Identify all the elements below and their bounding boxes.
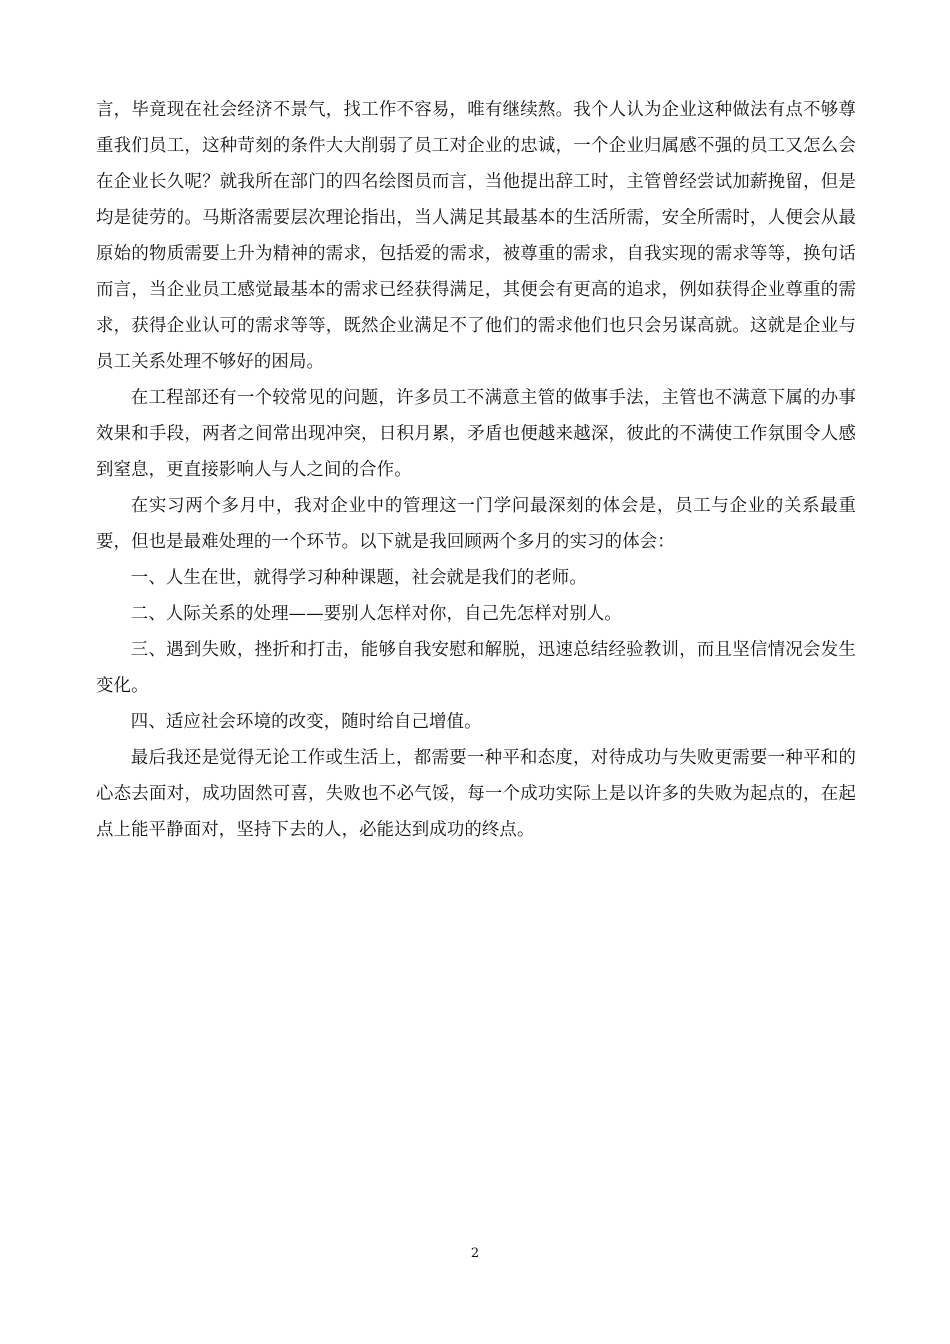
document-body (96, 92, 856, 848)
list-item-four: 四、适应社会环境的改变，随时给自己增值。 (130, 712, 482, 732)
list-item-two: 二、人际关系的处理——要别人怎样对你，自己先怎样对别人。 (130, 604, 622, 624)
paragraph-conclusion: 最后我还是觉得无论工作或生活上，都需要一种平和态度，对待成功与失败更需要一种平和的心态去面对，成功固然可喜，失败也不必气馁，每一个成功实际上是以许多的失败为起点的，在起点上能平静面对，坚持下去的人，必能达到成功的终点。 (96, 748, 856, 840)
list-item-one: 一、人生在世，就得学习种种课题，社会就是我们的老师。 (130, 568, 587, 588)
page-number: 2 (470, 1246, 480, 1261)
list-item-three: 三、遇到失败，挫折和打击，能够自我安慰和解脱，迅速总结经验教训，而且坚信情况会发生变化。 (96, 640, 856, 696)
paragraph-engineering-conflict: 在工程部还有一个较常见的问题，许多员工不满意主管的做事手法，主管也不满意下属的办事效果和手段，两者之间常出现冲突，日积月累，矛盾也便越来越深，彼此的不满使工作氛围令人感到窒息，更直接影响人与人之间的合作。 (96, 388, 856, 480)
paragraph-internship-reflection: 在实习两个多月中，我对企业中的管理这一门学问最深刻的体会是，员工与企业的关系最重要，但也是最难处理的一个环节。以下就是我回顾两个多月的实习的体会： (96, 496, 856, 552)
paragraph-continued: 言，毕竟现在社会经济不景气，找工作不容易，唯有继续熬。我个人认为企业这种做法有点不够尊重我们员工，这种苛刻的条件大大削弱了员工对企业的忠诚，一个企业归属感不强的员工又怎么会在企业长久呢？就我所在部门的四名绘图员而言，当他提出辞工时，主管曾经尝试加薪挽留，但是均是徒劳的。马斯洛需要层次理论指出，当人满足其最基本的生活所需，安全所需时，人便会从最原始的物质需要上升为精神的需求，包括爱的需求，被尊重的需求，自我实现的需求等等，换句话而言，当企业员工感觉最基本的需求已经获得满足，其便会有更高的追求，例如获得企业尊重的需求，获得企业认可的需求等等，既然企业满足不了他们的需求他们也只会另谋高就。这就是企业与员工关系处理不够好的困局。 (96, 100, 856, 372)
